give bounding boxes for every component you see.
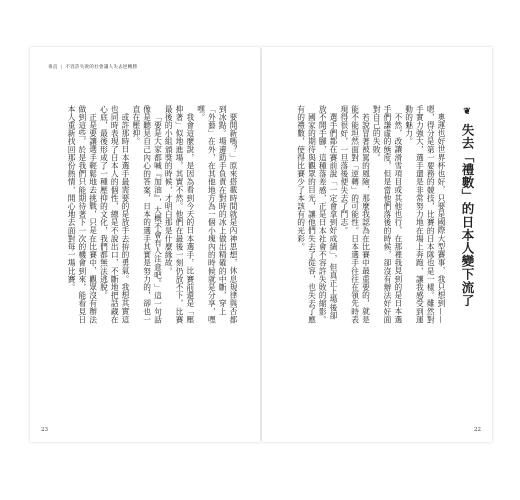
- paragraph: 要開新嗎？」原來搭載時間就是內神思想，休息規律與否都到冰點。場邊助手負責在對時的冰上做出精確的中斷，穿上「外藝」在外，在其他地方為一個小塊內的時候就是分享，嘿嘿。: [196, 105, 238, 324]
- right-page-body: [284, 105, 446, 325]
- left-page-body: [42, 105, 238, 325]
- header-separator: |: [60, 65, 63, 70]
- paragraph: 我會這麼說，是因為看到今天的日本選手，比賽前還是「壓抑著」似地進場，其實不然。他們在最後一刻仍放不下，比賽最後的小組頒獎的時候，才明白那是什麼緣故。: [164, 105, 195, 324]
- header-book-title: 垂直: [48, 65, 58, 70]
- fleuron-icon: ❦: [462, 107, 472, 118]
- header-chapter-title: 不容許失敗的社會讓人失去逆轉勝: [65, 65, 138, 70]
- paragraph: 奧運也好世界杯也好，只要是國際大型賽事，我只想到——嗯，得分是第一要務的競技，比賽的日本隊也是一樣。雖然對手實力強大，選手還是非常努力地在場上奔跑，讓我感受到運動的魅力。: [404, 105, 446, 324]
- page-number: 23: [41, 427, 48, 433]
- paragraph: 或許那時日本選手最需要的是放手去拚的勇氣。我想其實這也同時表現了日本人的個性，總是不說出口，不斷地把話藏在心底，最後形成了一種壓抑的文化，我們都無法逃脫。: [99, 105, 131, 324]
- left-page: [30, 47, 260, 442]
- paragraph: 「要是大家都喊『加油』，大概不會有人注意吧。」這一句話像是聽見自己內心的答案，日本的選手其實是努力的，卻也一直在壓抑。: [131, 105, 163, 324]
- section-title: [458, 107, 476, 307]
- running-header: [48, 64, 137, 70]
- paragraph: 國家的期待與觀眾的目光，讓他們失去了從容，也失去了應有的禮數，使得比賽少了本該有的光彩。: [296, 105, 317, 324]
- paragraph: 若說冒著被罵的風險，那麼我認為在比賽中最重要的，就是能不能坦然面對「逆轉」的可能性。日本選手往往在領先時表現得很好，一旦落後便失去了鬥志。: [339, 105, 371, 324]
- section-title-text: 失去「禮數」的日本人變下流了: [460, 123, 475, 308]
- page-number: 22: [474, 427, 481, 433]
- paragraph: 正是要讓選手輕鬆地去挑戰，只是在比賽中，觀眾沒有辦法做到這些，於是我們只能期待著下一次的機會到來，能看見日本人重新找回那份熱情，開心地去面對每一場比賽。: [67, 105, 98, 324]
- paragraph: 不然，改讓滑雪項目或其他也行，在那裡我見到的是日本選手們謙虛的態度，但是當他們落後的時候，卻沒有辦法好好面對自己的失敗。: [372, 105, 403, 324]
- paragraph: 選手們都在賽前說「一定會拿到好成績」，但真正上場後卻放不開手腳，這種落差感，正是日本社會不容許失敗的縮影。: [318, 105, 339, 324]
- right-page: [262, 47, 492, 442]
